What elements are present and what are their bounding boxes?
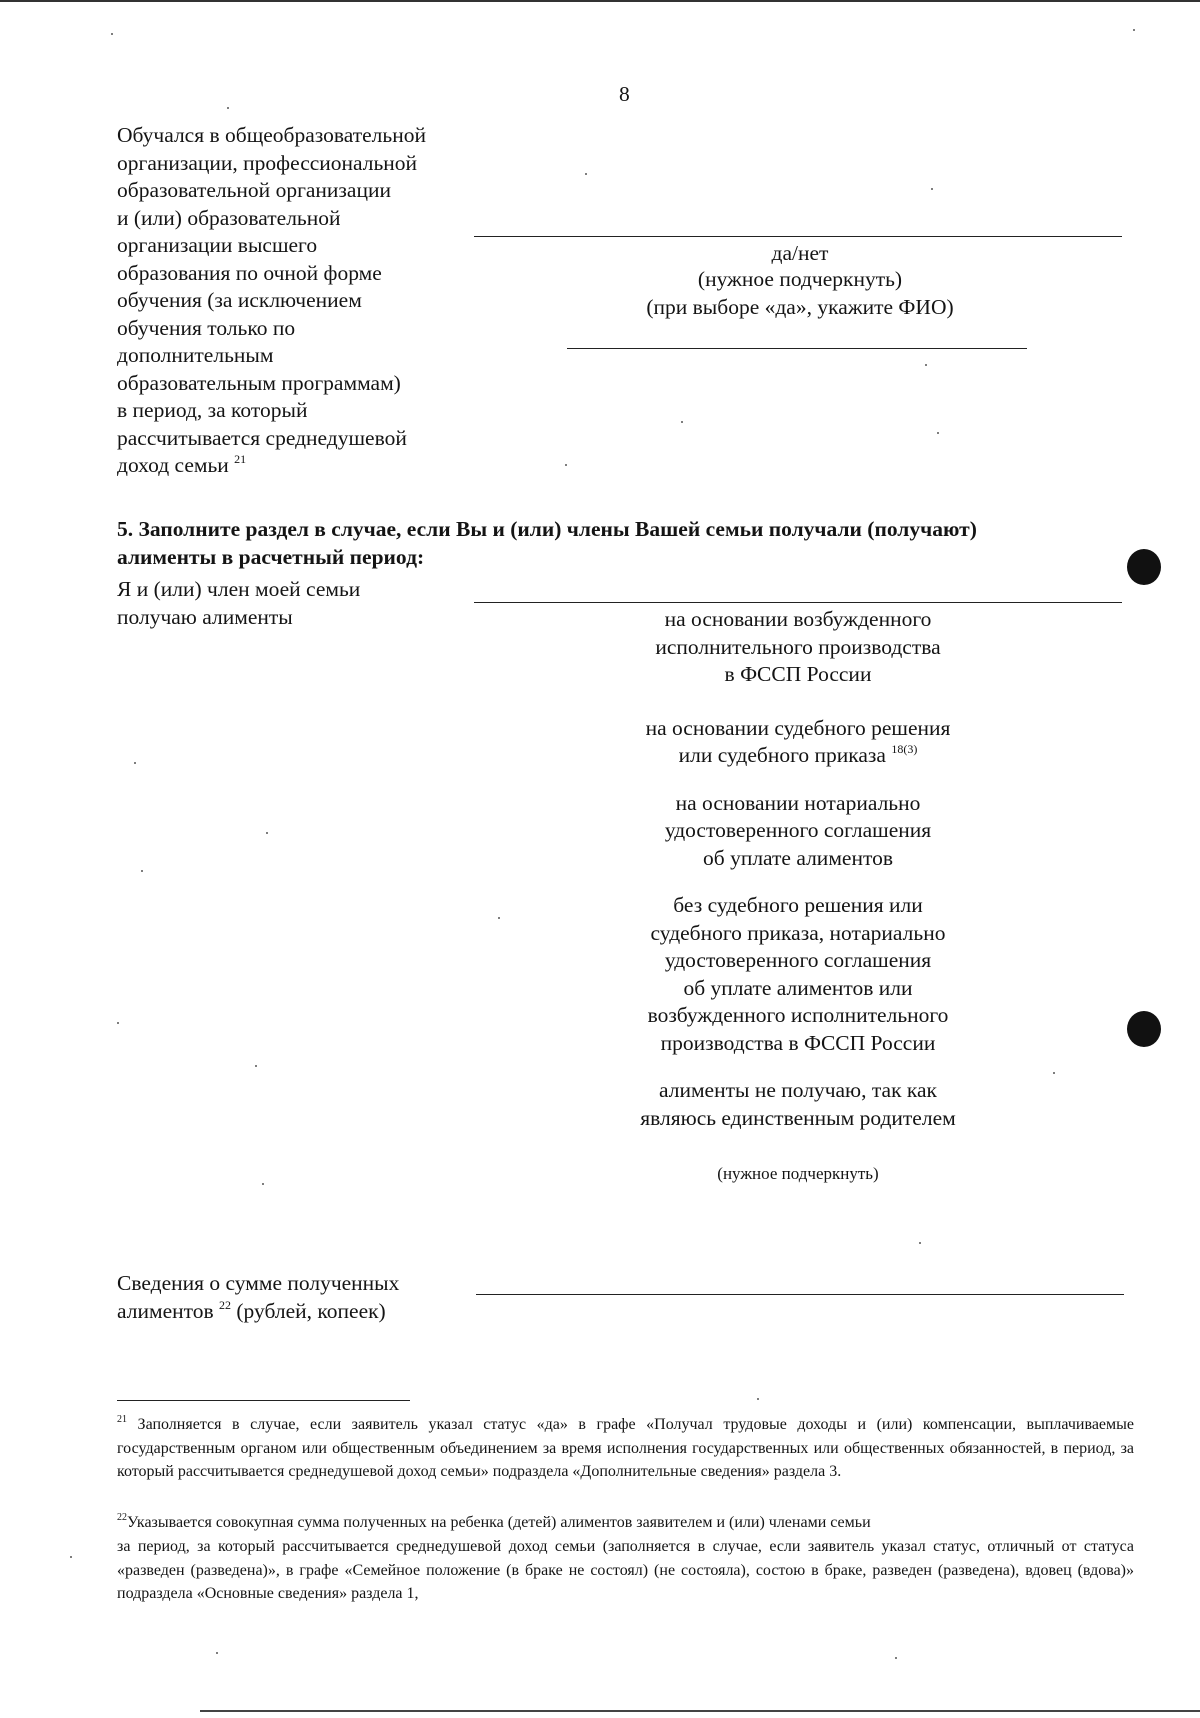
education-label-line: рассчитывается среднедушевой [117,425,407,450]
alimony-option-2[interactable] [578,715,1018,770]
scan-speck [1133,29,1135,31]
scan-speck [925,364,927,366]
scan-speck [919,1242,921,1244]
education-hint-underline: (нужное подчеркнуть) [697,267,903,291]
section5-heading-line1: 5. Заполните раздел в случае, если Вы и (или) члены Вашей семьи получали (получают) [117,517,977,541]
alimony-sum-label-line2 [117,1298,386,1326]
scan-top-edge [0,0,1200,2]
scan-speck [134,762,136,764]
scan-speck [117,1022,119,1024]
scan-speck [255,1065,257,1067]
alimony-sum-line[interactable] [476,1294,1124,1295]
alimony-answer-line[interactable] [474,602,1122,603]
scan-speck [1053,1072,1055,1074]
footnote-22-line1 [117,1511,1134,1535]
alimony-hint-underline: (нужное подчеркнуть) [717,1164,879,1183]
education-label-line: организации высшего [117,233,318,257]
education-label-line: в период, за который [117,398,308,422]
page-number: 8 [619,82,630,106]
scan-speck [216,1652,218,1654]
alimony-option-line: возбужденного исполнительного [647,1003,949,1027]
education-answer-line[interactable] [474,236,1122,237]
footnote-ref-22: 22 [219,1298,232,1312]
footnote-22-line1-text: Указывается совокупная сумма полученных на ребенка (детей) алиментов заявителем и (или) членами семьи [127,1514,871,1531]
alimony-option-line: удостоверенного соглашения [664,948,932,972]
education-label-line: образования по очной форме [117,260,382,285]
alimony-option-line: исполнительного производства [655,634,941,659]
punch-hole-mark [1127,549,1161,585]
scan-speck [931,188,933,190]
scan-speck [141,870,143,872]
scan-speck [111,33,113,35]
education-label-line: организации, профессиональной [117,150,418,175]
scan-speck [585,173,587,175]
alimony-label-line1: Я и (или) член моей семьи [117,577,361,601]
alimony-option-line: алименты не получаю, так как [658,1078,937,1102]
scan-bottom-edge [200,1710,1200,1712]
footnote-ref: 18(3) [891,742,918,756]
alimony-option-line: на основании судебного решения [645,715,951,740]
alimony-option-line: судебного приказа, нотариально [650,920,946,945]
scan-speck [266,832,268,834]
alimony-option-line: об уплате алиментов [703,845,893,870]
alimony-option-line: без судебного решения или [673,893,923,917]
scan-speck [757,1398,759,1400]
punch-hole-mark [1127,1011,1161,1047]
alimony-option-1[interactable] [578,606,1018,689]
education-label-line: обучения только по [117,315,296,340]
alimony-option-line: производства в ФССП России [660,1030,936,1055]
footnote-21 [117,1413,1134,1484]
alimony-option-line: или судебного приказа $^{18(3)}$ [678,742,918,767]
alimony-option-5[interactable] [578,1077,1018,1132]
scan-speck [227,107,229,109]
alimony-label-line2: получаю алименты [117,605,293,629]
alimony-sum-units: (рублей, копеек) [236,1299,386,1323]
education-label-line: Обучался в общеобразовательной [117,123,426,147]
alimony-option-line: являюсь единственным родителем [640,1105,956,1130]
footnote-22-mark: 22 [117,1512,127,1523]
scan-speck [937,432,939,434]
footnote-ref-21: 21 [234,452,247,466]
scan-speck [565,464,567,466]
alimony-options [578,606,1018,1132]
section5-heading-line2: алименты в расчетный период: [117,545,425,569]
scan-speck [70,1556,72,1558]
alimony-sum-word: алиментов [117,1299,214,1323]
education-hint-fio: (при выборе «да», укажите ФИО) [646,295,954,319]
alimony-option-line: об уплате алиментов или [683,975,913,1000]
scan-speck [895,1657,897,1659]
alimony-option-4[interactable] [578,892,1018,1057]
alimony-option-line: в ФССП России [724,662,872,686]
education-choice[interactable]: да/нет [771,241,829,265]
scan-speck [681,421,683,423]
footnote-21-mark: 21 [117,1414,127,1425]
footnote-21-text: Заполняется в случае, если заявитель указал статус «да» в графе «Получал трудовые доходы и (или) компенсации, выплачиваемые государственным органом или общественным объединением за время исполнения государственных или общественных обязанностей, в период, за который рассчитывается среднедушевой доход семьи» подраздела «Дополнительные сведения» раздела 3. [117,1416,1134,1480]
alimony-option-line: удостоверенного соглашения [664,818,932,842]
footnote-separator [117,1400,410,1401]
education-label-line: образовательным программам) [117,370,401,395]
alimony-option-line: на основании возбужденного [664,607,932,631]
alimony-sum-label-line1: Сведения о сумме полученных [117,1271,400,1295]
education-label-line: и (или) образовательной [117,205,341,230]
scan-speck [262,1183,264,1185]
education-label-line: обучения (за исключением [117,288,362,312]
education-question-label [117,122,426,480]
education-label-line: доход семьи $^{21}$ [117,452,247,477]
education-label-line: образовательной организации [117,178,391,202]
alimony-option-3[interactable] [578,790,1018,873]
alimony-option-line: на основании нотариально [675,790,921,815]
scan-speck [498,917,500,919]
footnote-22-text: за период, за который рассчитывается среднедушевой доход семьи (заполняется в случае, если заявитель указал статус, отличный от статуса «разведен (разведена)», в графе «Семейное положение (в браке не состоял) (не состояла), состою в браке, разведен (разведена), вдовец (вдова)» подраздела «Основные сведения» раздела 1, [117,1538,1134,1602]
education-label-line: дополнительным [117,343,274,367]
fio-line[interactable] [567,348,1027,349]
